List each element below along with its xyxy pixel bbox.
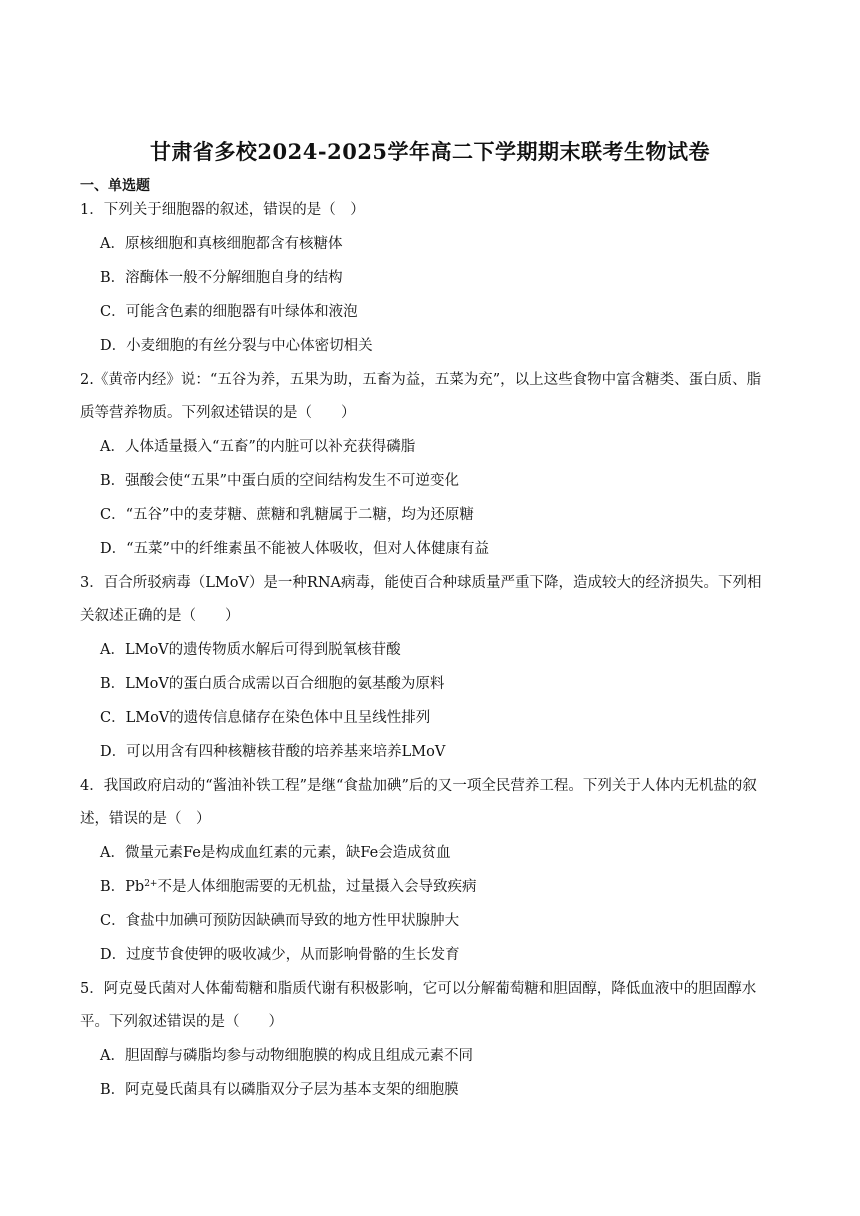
- question-3-option-c: C．LMoV的遗传信息储存在染色体中且呈线性排列: [100, 710, 431, 726]
- question-4-option-a: A．微量元素Fe是构成血红素的元素，缺Fe会造成贫血: [100, 845, 451, 861]
- question-2-option-c: C．“五谷”中的麦芽糖、蔗糖和乳糖属于二糖，均为还原糖: [100, 507, 474, 523]
- section-heading: 一、单选题: [80, 178, 150, 194]
- question-4-option-d: D．过度节食使钾的吸收减少，从而影响骨骼的生长发育: [100, 947, 460, 963]
- question-4-option-b: [100, 877, 476, 897]
- question-2-stem-line-1: 2.《黄帝内经》说：“五谷为养，五果为助，五畜为益，五菜为充”，以上这些食物中富含糖类、蛋白质、脂: [80, 372, 762, 388]
- question-3-stem-line-1: 3．百合所驳病毒（LMoV）是一种RNA病毒，能使百合种球质量严重下降，造成较大的经济损失。下列相: [80, 575, 762, 591]
- question-3-stem-line-2: 关叙述正确的是（ ）: [80, 608, 240, 624]
- option-b-prefix: B．Pb: [100, 879, 145, 895]
- question-2-option-b: B．强酸会使“五果”中蛋白质的空间结构发生不可逆变化: [100, 473, 459, 489]
- question-4-option-c: C．食盐中加碘可预防因缺碘而导致的地方性甲状腺肿大: [100, 913, 460, 929]
- question-5-stem-line-2: 平。下列叙述错误的是（ ）: [80, 1014, 283, 1030]
- question-2-option-a: A．人体适量摄入“五畜”的内脏可以补充获得磷脂: [100, 439, 416, 455]
- question-1-option-c: C．可能含色素的细胞器有叶绿体和液泡: [100, 304, 358, 320]
- question-5-option-a: A．胆固醇与磷脂均参与动物细胞膜的构成且组成元素不同: [100, 1048, 473, 1064]
- question-3-option-d: D．可以用含有四种核糖核苷酸的培养基来培养LMoV: [100, 744, 446, 760]
- question-3-option-b: B．LMoV的蛋白质合成需以百合细胞的氨基酸为原料: [100, 676, 445, 692]
- question-4-stem-line-1: 4．我国政府启动的“酱油补铁工程”是继“食盐加碘”后的又一项全民营养工程。下列关于人体内无机盐的叙: [80, 778, 757, 794]
- question-2-option-d: D．“五菜”中的纤维素虽不能被人体吸收，但对人体健康有益: [100, 541, 489, 557]
- question-4-stem-line-2: 述，错误的是（ ）: [80, 811, 211, 827]
- question-5-stem-line-1: 5．阿克曼氏菌对人体葡萄糖和脂质代谢有积极影响，它可以分解葡萄糖和胆固醇，降低血液中的胆固醇水: [80, 981, 757, 997]
- question-5-option-b: B．阿克曼氏菌具有以磷脂双分子层为基本支架的细胞膜: [100, 1082, 459, 1098]
- question-1-stem: 1．下列关于细胞器的叙述，错误的是（ ）: [80, 202, 365, 218]
- question-2-stem-line-2: 质等营养物质。下列叙述错误的是（ ）: [80, 405, 356, 421]
- ion-charge-superscript: 2+: [144, 879, 158, 889]
- question-1-option-a: A．原核细胞和真核细胞都含有核糖体: [100, 236, 343, 252]
- question-3-option-a: A．LMoV的遗传物质水解后可得到脱氧核苷酸: [100, 642, 401, 658]
- question-1-option-d: D．小麦细胞的有丝分裂与中心体密切相关: [100, 338, 373, 354]
- question-1-option-b: B．溶酶体一般不分解细胞自身的结构: [100, 270, 343, 286]
- document-title: 甘肃省多校2024-2025学年高二下学期期末联考生物试卷: [149, 139, 711, 164]
- option-b-suffix: 不是人体细胞需要的无机盐，过量摄入会导致疾病: [157, 879, 477, 895]
